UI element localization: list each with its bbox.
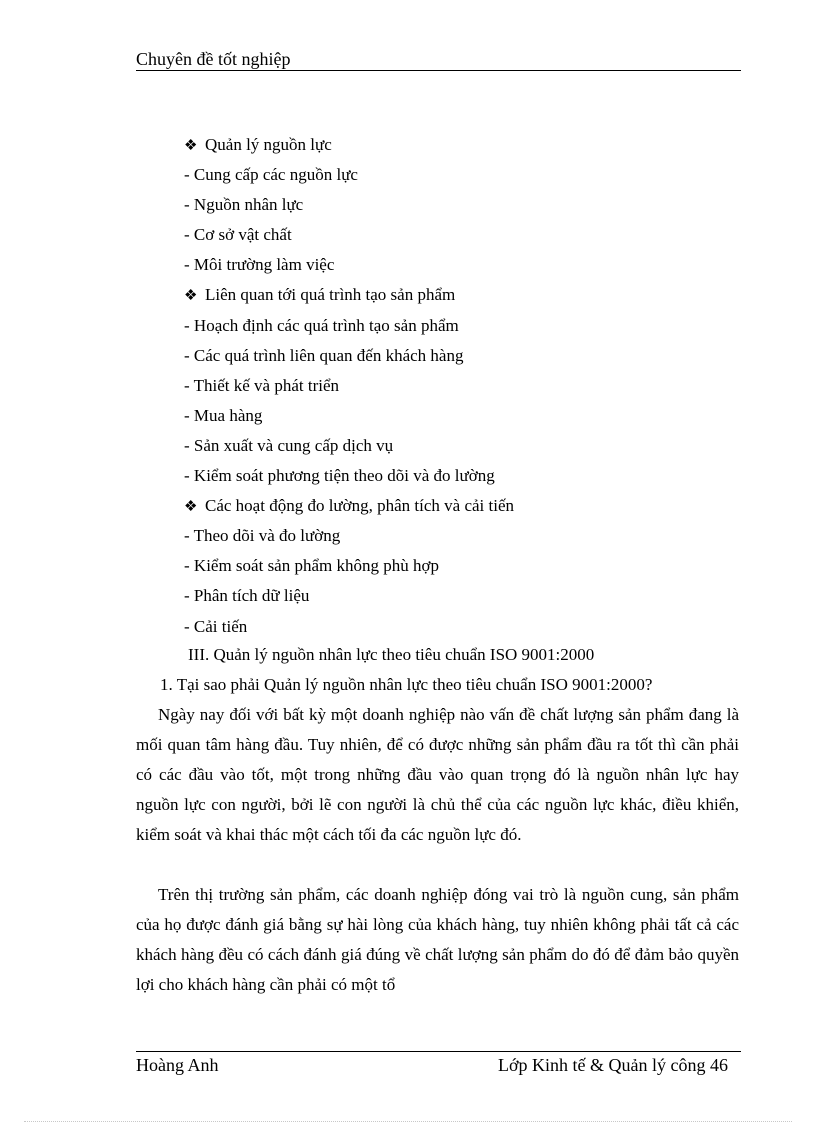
footer-divider xyxy=(136,1051,741,1052)
outline-item-text: - Mua hàng xyxy=(184,405,263,425)
page-header-title: Chuyên đề tốt nghiệp xyxy=(136,49,291,69)
outline-item xyxy=(184,461,514,491)
outline-item-text: - Hoạch định các quá trình tạo sản phẩm xyxy=(184,315,459,335)
outline-item xyxy=(184,612,514,642)
outline-item-text: Các hoạt động đo lường, phân tích và cải tiến xyxy=(205,496,515,516)
subsection-heading: 1. Tại sao phải Quản lý nguồn nhân lực theo tiêu chuẩn ISO 9001:2000? xyxy=(160,675,653,694)
outline-item-text: - Sản xuất và cung cấp dịch vụ xyxy=(184,435,394,455)
outline-item-text: - Cải tiến xyxy=(184,616,248,636)
section-heading: III. Quản lý nguồn nhân lực theo tiêu chuẩn ISO 9001:2000 xyxy=(188,645,595,664)
outline-item xyxy=(184,311,514,341)
body-paragraph-1: Ngày nay đối với bất kỳ một doanh nghiệp nào vấn đề chất lượng sản phẩm đang là mối quan tâm hàng đầu. Tuy nhiên, để có được những sản phẩm đầu ra tốt thì cần phải có các đầu vào tốt, một trong những đầu vào quan trọng đó là nguồn nhân lực hay nguồn lực con người, bởi lẽ con người là chủ thể của các nguồn lực khác, điều khiển, kiểm soát và khai thác một cách tối đa các nguồn lực đó. xyxy=(136,705,739,844)
outline-item xyxy=(184,491,514,521)
outline-item xyxy=(184,401,514,431)
outline-item xyxy=(184,431,514,461)
footer-author: Hoàng Anh xyxy=(136,1055,219,1075)
outline-item-text: - Thiết kế và phát triển xyxy=(184,375,339,395)
diamond-bullet-icon: ❖ xyxy=(184,138,198,154)
outline-item-text: - Cung cấp các nguồn lực xyxy=(184,165,358,185)
page-edge-divider xyxy=(24,1121,792,1122)
outline-item xyxy=(184,581,514,611)
outline-item-text: - Môi trường làm việc xyxy=(184,255,335,275)
diamond-bullet-icon: ❖ xyxy=(184,288,198,305)
header-divider xyxy=(136,70,741,71)
body-paragraph-2: Trên thị trường sản phẩm, các doanh nghiệp đóng vai trò là nguồn cung, sản phẩm của họ được đánh giá bằng sự hài lòng của khách hàng, tuy nhiên không phải tất cả các khách hàng đều có cách đánh giá đúng về chất lượng sản phẩm do đó để đảm bảo quyền lợi cho khách hàng cần phải có một tổ xyxy=(136,885,739,994)
outline-item xyxy=(184,220,514,250)
outline-item-text: Quản lý nguồn lực xyxy=(205,135,332,154)
outline-item-text: - Nguồn nhân lực xyxy=(184,195,304,215)
outline-item xyxy=(184,160,514,190)
outline-list xyxy=(184,130,514,642)
footer-class-info: Lớp Kinh tế & Quản lý công 46 xyxy=(498,1055,728,1075)
diamond-bullet-icon: ❖ xyxy=(184,499,198,516)
outline-item-text: Liên quan tới quá trình tạo sản phẩm xyxy=(205,285,456,305)
outline-item xyxy=(184,250,514,280)
outline-item xyxy=(184,551,514,581)
outline-item-text: - Theo dõi và đo lường xyxy=(184,526,341,546)
outline-item-text: - Cơ sở vật chất xyxy=(184,225,292,245)
outline-item xyxy=(184,341,514,371)
outline-item xyxy=(184,521,514,551)
outline-item xyxy=(184,190,514,220)
outline-item-text: - Phân tích dữ liệu xyxy=(184,586,310,606)
outline-item-text: - Các quá trình liên quan đến khách hàng xyxy=(184,345,464,365)
outline-item xyxy=(184,280,514,310)
outline-item xyxy=(184,130,514,160)
outline-item-text: - Kiểm soát sản phẩm không phù hợp xyxy=(184,556,439,576)
outline-item xyxy=(184,371,514,401)
outline-item-text: - Kiểm soát phương tiện theo dõi và đo lường xyxy=(184,466,495,486)
